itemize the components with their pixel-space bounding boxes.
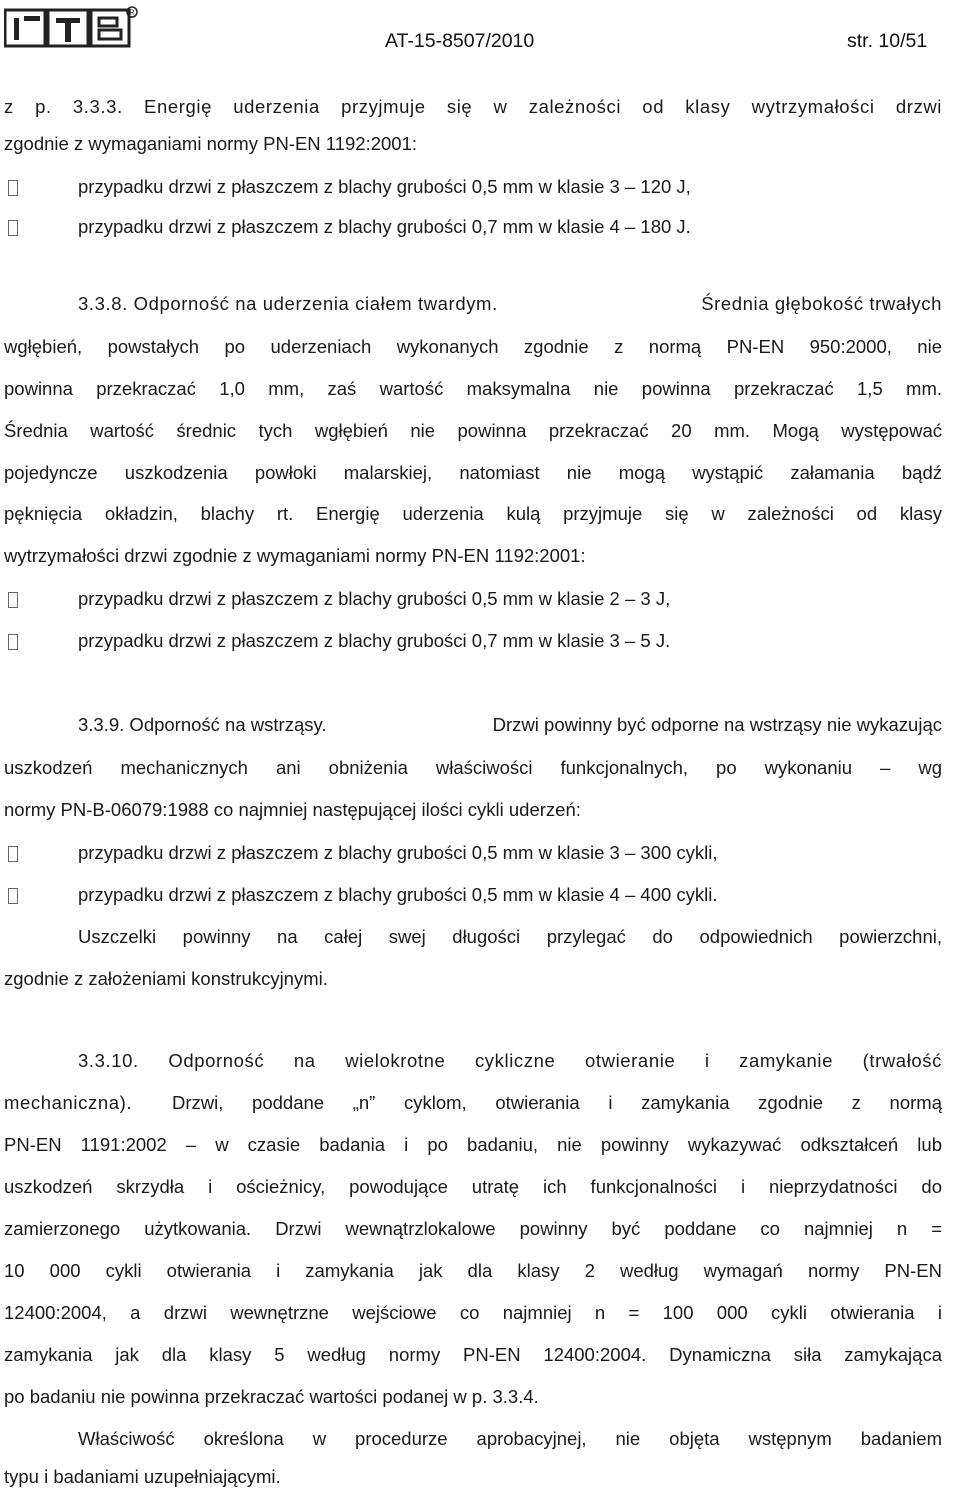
paragraph-text: Drzwi, poddane „n” cyklom, otwierania i zamykania zgodnie z normą [172,1092,942,1113]
paragraph-line: zgodnie z założeniami konstrukcyjnymi. [4,968,328,989]
document-id: AT-15-8507/2010 [385,30,535,52]
list-item: przypadku drzwi z płaszczem z blachy grubości 0,5 mm w klasie 2 – 3 J, [78,588,671,609]
bullet-glyph [4,216,22,238]
section-heading-line [4,1092,942,1114]
section-heading: 3.3.10. Odporność na wielokrotne cykliczne otwieranie i zamykanie (trwałość [78,1050,942,1071]
paragraph-line: typu i badaniami uzupełniającymi. [4,1466,281,1487]
svg-text:R: R [129,9,135,17]
paragraph-line: PN-EN 1191:2002 – w czasie badania i po badaniu, nie powinny wykazywać odkształceń lub [4,1134,942,1155]
paragraph-text: Drzwi powinny być odporne na wstrząsy nie wykazując [492,714,942,735]
paragraph-line: zamierzonego użytkowania. Drzwi wewnątrzlokalowe powinny być poddane co najmniej n = [4,1218,942,1239]
paragraph-line: Właściwość określona w procedurze aprobacyjnej, nie objęta wstępnym badaniem [78,1428,942,1449]
bullet-glyph [4,842,22,864]
section-heading: 3.3.9. Odporność na wstrząsy. [78,714,327,735]
section-heading: 3.3.8. Odporność na uderzenia ciałem twardym. [78,293,498,314]
list-item: przypadku drzwi z płaszczem z blachy grubości 0,7 mm w klasie 3 – 5 J. [78,630,671,651]
paragraph-line: 12400:2004, a drzwi wewnętrzne wejściowe co najmniej n = 100 000 cykli otwierania i [4,1302,942,1323]
paragraph-line: 10 000 cykli otwierania i zamykania jak dla klasy 2 według wymagań normy PN-EN [4,1260,942,1281]
paragraph-line: uszkodzeń mechanicznych ani obniżenia właściwości funkcjonalnych, po wykonaniu – wg [4,757,942,778]
bullet-glyph [4,176,22,198]
page-number: str. 10/51 [847,30,928,52]
bullet-glyph [4,884,22,906]
paragraph-line: normy PN-B-06079:1988 co najmniej następującej ilości cykli uderzeń: [4,799,581,820]
paragraph-line: zgodnie z wymaganiami normy PN-EN 1192:2001: [4,133,418,154]
section-heading: mechaniczna). [4,1092,133,1113]
paragraph-line: Uszczelki powinny na całej swej długości przylegać do odpowiednich powierzchni, [78,926,942,947]
bullet-glyph [4,588,22,610]
paragraph-line: uszkodzeń skrzydła i ościeżnicy, powodujące utratę ich funkcjonalności i nieprzydatności do [4,1176,942,1197]
section-heading-line [4,714,942,736]
paragraph-line: pojedyncze uszkodzenia powłoki malarskiej, natomiast nie mogą wystąpić załamania bądź [4,462,942,483]
paragraph-text: Średnia głębokość trwałych [701,293,942,314]
list-item: przypadku drzwi z płaszczem z blachy grubości 0,5 mm w klasie 3 – 120 J, [78,176,691,197]
paragraph-line: Średnia wartość średnic tych wgłębień nie powinna przekraczać 20 mm. Mogą występować [4,420,942,441]
paragraph-line: z p. 3.3.3. Energię uderzenia przyjmuje się w zależności od klasy wytrzymałości drzwi [4,96,942,117]
paragraph-line: powinna przekraczać 1,0 mm, zaś wartość maksymalna nie powinna przekraczać 1,5 mm. [4,378,942,399]
section-heading-line [4,293,942,315]
list-item: przypadku drzwi z płaszczem z blachy grubości 0,7 mm w klasie 4 – 180 J. [78,216,691,237]
bullet-glyph [4,630,22,652]
paragraph-line: wgłębień, powstałych po uderzeniach wykonanych zgodnie z normą PN-EN 950:2000, nie [4,336,942,357]
itb-logo [4,4,138,48]
paragraph-line: po badaniu nie powinna przekraczać wartości podanej w p. 3.3.4. [4,1386,539,1407]
paragraph-line: pęknięcia okładzin, blachy rt. Energię uderzenia kulą przyjmuje się w zależności od klasy [4,503,942,524]
paragraph-line: wytrzymałości drzwi zgodnie z wymaganiami normy PN-EN 1192:2001: [4,545,586,566]
list-item: przypadku drzwi z płaszczem z blachy grubości 0,5 mm w klasie 4 – 400 cykli. [78,884,718,905]
paragraph-line: zamykania jak dla klasy 5 według normy PN-EN 12400:2004. Dynamiczna siła zamykająca [4,1344,942,1365]
list-item: przypadku drzwi z płaszczem z blachy grubości 0,5 mm w klasie 3 – 300 cykli, [78,842,718,863]
